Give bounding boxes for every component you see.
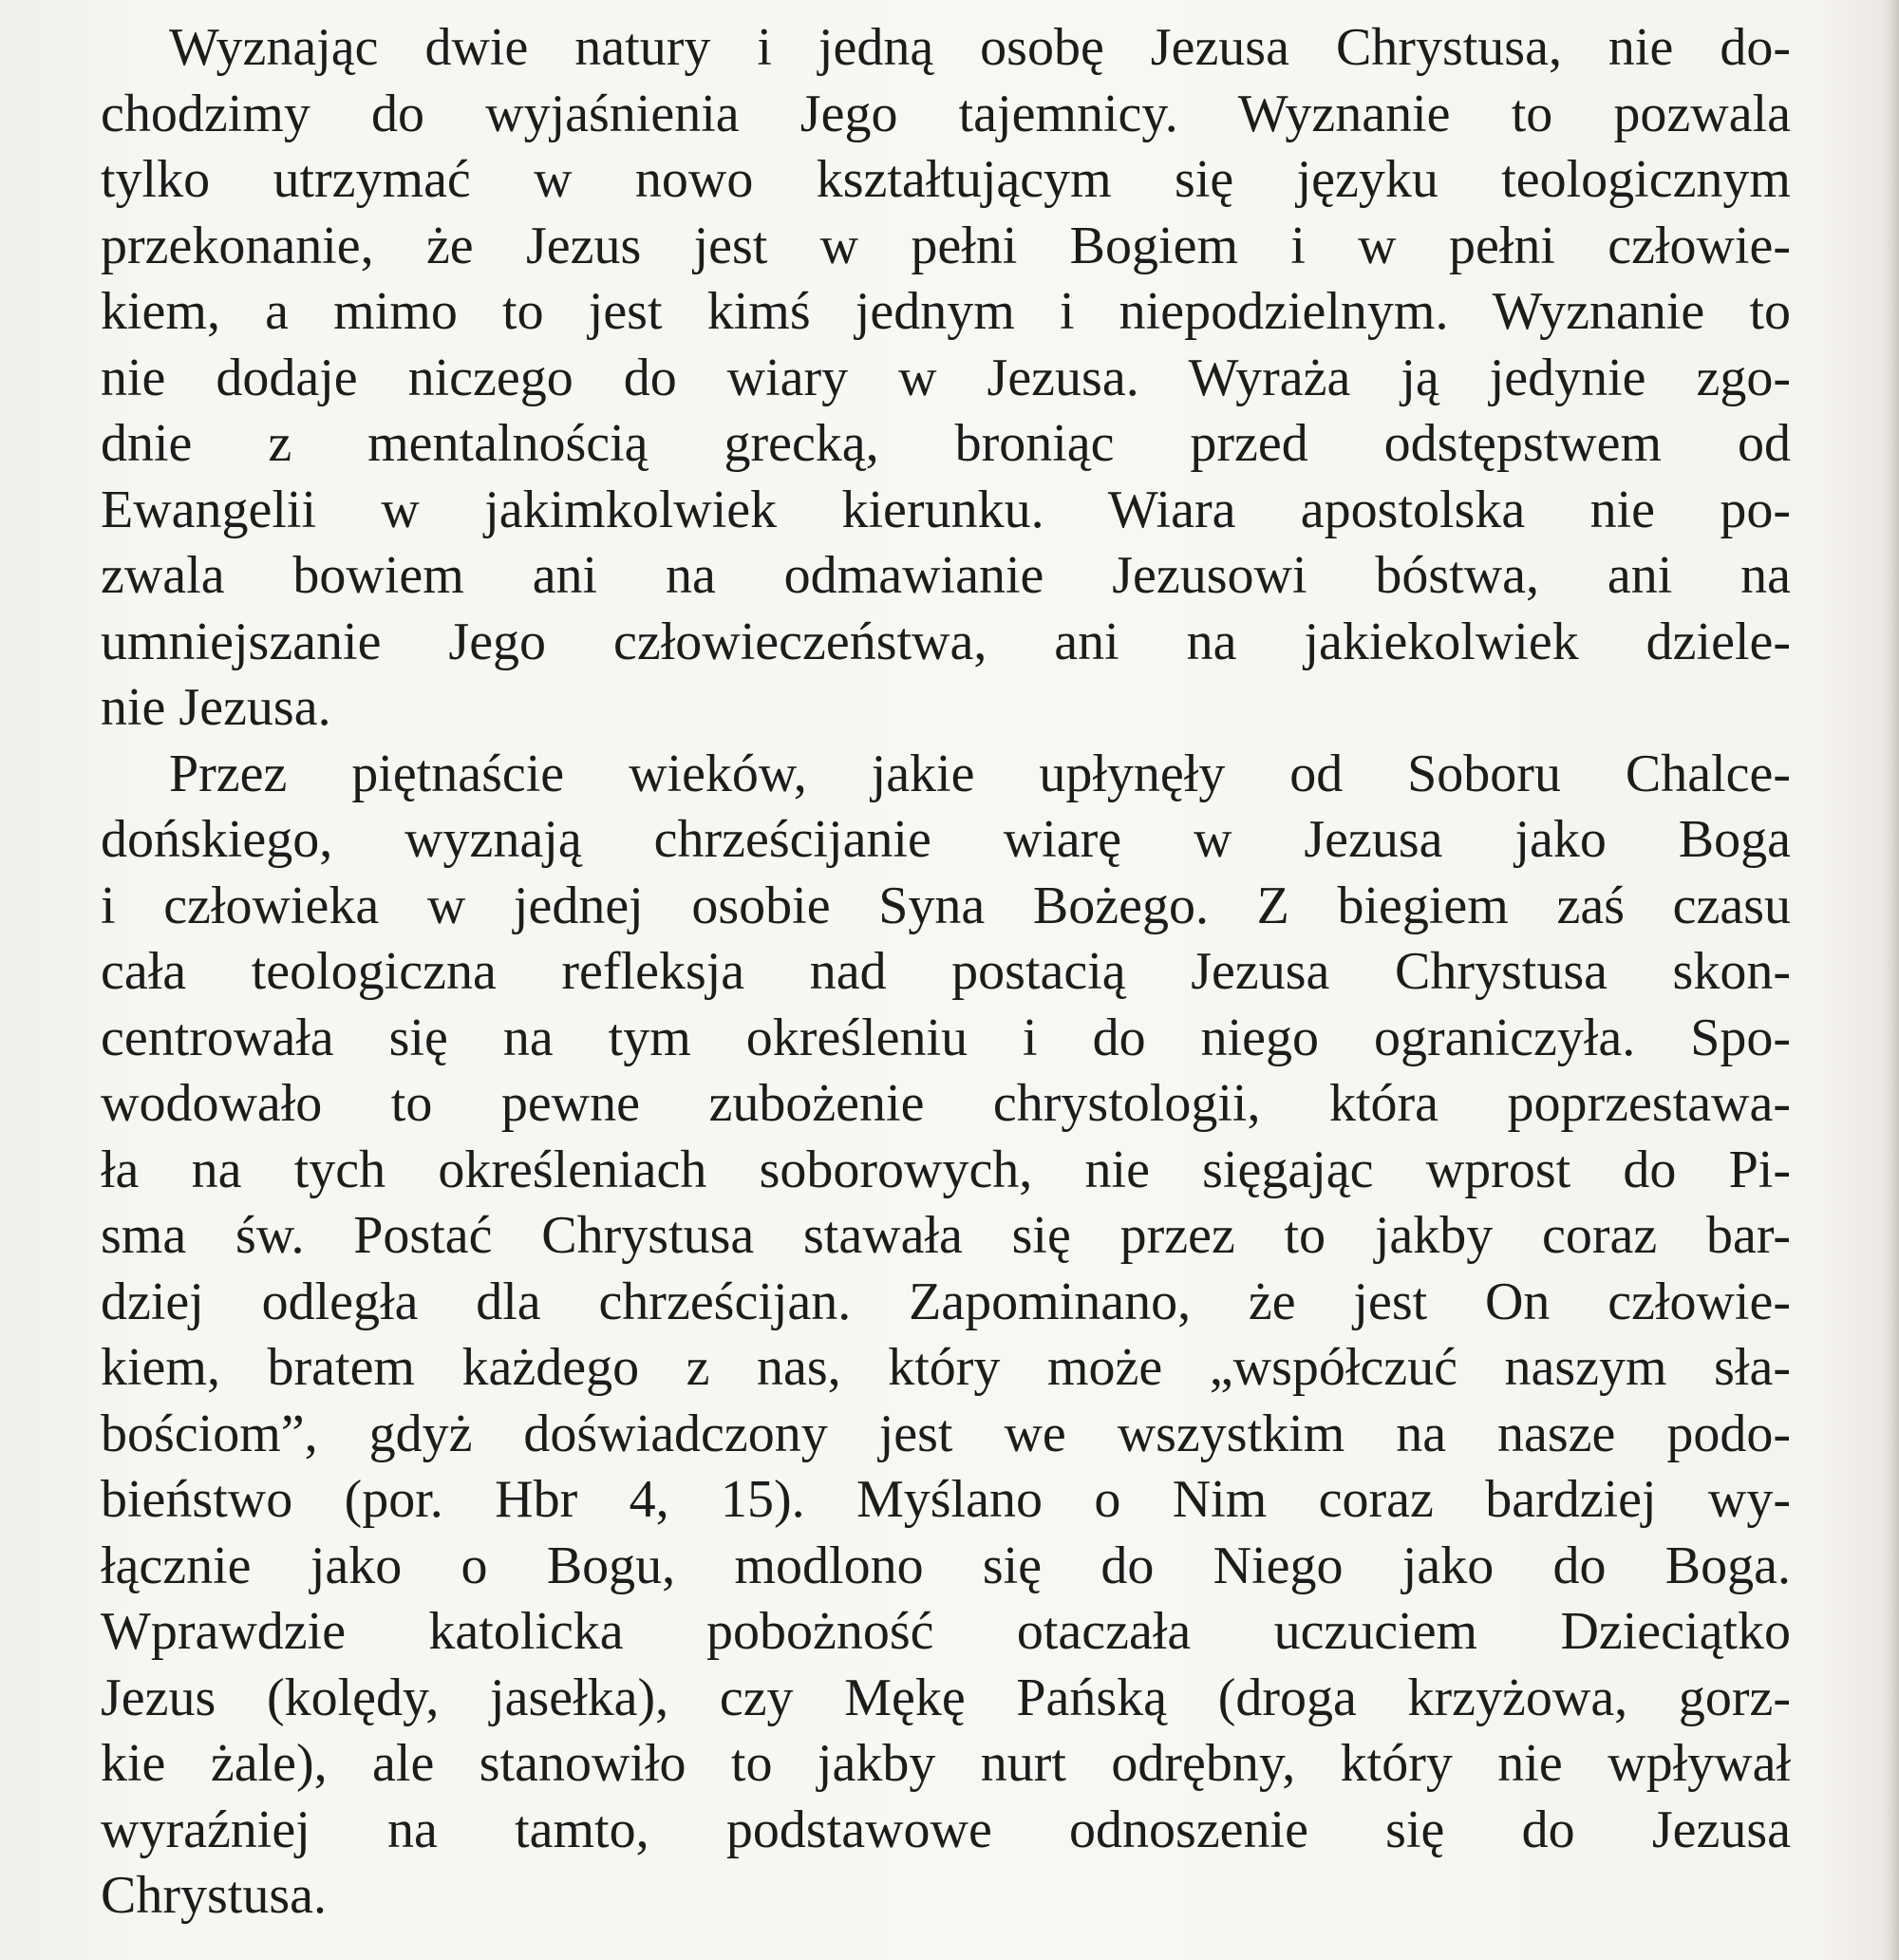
text-line: przekonanie, że Jezus jest w pełni Bogiem i w pełni człowie- (101, 216, 1791, 275)
text-line: cała teologiczna refleksja nad postacią Jezusa Chrystusa skon- (101, 942, 1791, 1001)
text-line: wyraźniej na tamto, podstawowe odnoszenie się do Jezusa (101, 1800, 1791, 1859)
text-line: nie Jezusa. (101, 678, 331, 737)
text-line: zwala bowiem ani na odmawianie Jezusowi bóstwa, ani na (101, 546, 1791, 605)
paragraph-1 (101, 15, 1791, 742)
text-line: bościom”, gdyż doświadczony jest we wszystkim na nasze podo- (101, 1404, 1791, 1463)
text-line: nie dodaje niczego do wiary w Jezusa. Wyraża ją jedynie zgo- (101, 348, 1791, 407)
text-line: Jezus (kolędy, jasełka), czy Mękę Pańską (droga krzyżowa, gorz- (101, 1668, 1791, 1727)
text-line: chodzimy do wyjaśnienia Jego tajemnicy. Wyznanie to pozwala (101, 84, 1791, 143)
text-line: Ewangelii w jakimkolwiek kierunku. Wiara apostolska nie po- (101, 480, 1791, 539)
text-line: centrowała się na tym określeniu i do niego ograniczyła. Spo- (101, 1008, 1791, 1067)
text-line: wodowało to pewne zubożenie chrystologii, która poprzestawa- (101, 1074, 1791, 1133)
text-line: łącznie jako o Bogu, modlono się do Niego jako do Boga. (101, 1536, 1791, 1595)
text-line: dońskiego, wyznają chrześcijanie wiarę w Jezusa jako Boga (101, 810, 1791, 869)
text-line: tylko utrzymać w nowo kształtującym się języku teologicznym (101, 150, 1791, 209)
text-line: dnie z mentalnością grecką, broniąc przed odstępstwem od (101, 414, 1791, 473)
body-text (101, 15, 1791, 1930)
text-line: Wyznając dwie natury i jedną osobę Jezusa Chrystusa, nie do- (169, 18, 1791, 77)
text-line: kiem, bratem każdego z nas, który może „współczuć naszym sła- (101, 1338, 1791, 1397)
text-line: i człowieka w jednej osobie Syna Bożego. Z biegiem zaś czasu (101, 876, 1791, 935)
text-line: dziej odległa dla chrześcijan. Zapominano, że jest On człowie- (101, 1272, 1791, 1331)
text-line: Wprawdzie katolicka pobożność otaczała uczuciem Dzieciątko (101, 1602, 1791, 1661)
text-line: kiem, a mimo to jest kimś jednym i niepodzielnym. Wyznanie to (101, 282, 1791, 341)
text-line: sma św. Postać Chrystusa stawała się przez to jakby coraz bar- (101, 1206, 1791, 1265)
text-line: Chrystusa. (101, 1866, 327, 1925)
text-line: bieństwo (por. Hbr 4, 15). Myślano o Nim coraz bardziej wy- (101, 1470, 1791, 1529)
text-line: ła na tych określeniach soborowych, nie sięgając wprost do Pi- (101, 1140, 1791, 1199)
page-edge-shadow (1882, 0, 1899, 1960)
text-line: Przez piętnaście wieków, jakie upłynęły od Soboru Chalce- (169, 744, 1791, 803)
text-line: umniejszanie Jego człowieczeństwa, ani na jakiekolwiek dziele- (101, 612, 1791, 671)
paragraph-2 (101, 742, 1791, 1930)
text-line: kie żale), ale stanowiło to jakby nurt odrębny, który nie wpływał (101, 1734, 1791, 1793)
